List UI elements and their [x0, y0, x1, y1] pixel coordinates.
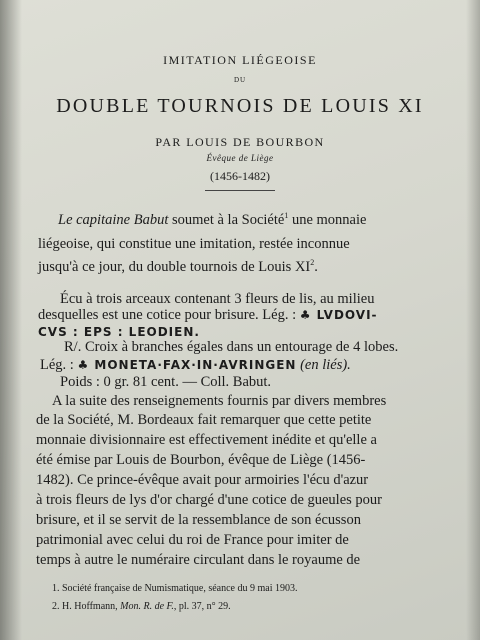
footnote-2-title: Mon. R. de F. — [120, 601, 174, 612]
article-author: PAR LOUIS DE BOURBON — [155, 135, 325, 149]
p2-line-2-text: desquelles est une cotice pour brisure. Lég. : — [38, 307, 300, 323]
p1-line-2: liégeoise, qui constitue une imitation, restée inconnue — [38, 236, 350, 252]
p3-line-5: 1482). Ce prince-évêque avait pour armoiries l'écu d'azur — [36, 472, 369, 488]
p3-line-1: A la suite des renseignements fournis par divers membres — [52, 393, 387, 409]
p2-line-4 — [64, 339, 398, 355]
footnote-1: 1. Société française de Numismatique, séance du 9 mai 1903. — [52, 583, 298, 594]
legend-note: (en liés). — [296, 357, 351, 373]
p2-line-1: Écu à trois arceaux contenant 3 fleurs de lis, au milieu — [60, 291, 375, 307]
captain-name: Le capitaine Babut — [58, 212, 169, 228]
article-dates: (1456-1482) — [210, 169, 270, 183]
p1-line-3-text: jusqu'à ce jour, du double tournois de Louis XI — [38, 259, 311, 275]
p1-line-3 — [38, 259, 318, 275]
p1-line-1-end: une monnaie — [288, 212, 367, 228]
footnote-2 — [52, 601, 231, 612]
p2-line-6: Poids : 0 gr. 81 cent. — Coll. Babut. — [60, 374, 272, 390]
p3-line-4: été émise par Louis de Bourbon, évêque de Liège (1456- — [36, 452, 366, 468]
article-du: DU — [233, 76, 247, 84]
p1-line-3-end: . — [314, 259, 318, 275]
legend-reverse: ♣ MONETA·FAX·IN·AVRINGEN — [77, 358, 297, 372]
p1-line-1 — [58, 212, 366, 228]
footnote-ref-2: 2 — [310, 258, 315, 268]
footnote-ref-1: 1 — [284, 211, 289, 221]
p1-line-1-text: soumet à la Société — [168, 212, 285, 228]
legend-obverse-1: ♣ LVDOVI- — [299, 308, 378, 322]
author-role: Évêque de Liège — [206, 153, 274, 163]
p3-line-8: patrimonial avec celui du roi de France pour imiter de — [36, 532, 349, 548]
reverse-mark: R/. — [64, 339, 82, 355]
p2-line-3 — [38, 324, 200, 340]
p2-line-5 — [40, 357, 351, 373]
p3-line-6: à trois fleurs de lys d'or chargé d'une cotice de gueules pour — [36, 492, 382, 508]
article-kicker: IMITATION LIÉGEOISE — [163, 53, 317, 67]
p3-line-3: monnaie divisionnaire est effectivement inédite et qu'elle a — [36, 432, 377, 448]
p3-line-2: de la Société, M. Bordeaux fait remarquer que cette petite — [36, 412, 372, 428]
p3-line-9: temps à autre le numéraire circulant dans le royaume de — [36, 552, 361, 568]
footnote-2-end: , pl. 37, n° 29. — [173, 601, 231, 612]
title-rule — [205, 190, 275, 191]
p2-line-2 — [38, 307, 378, 323]
legend-obverse-2: CVS : EPS : LEODIEN. — [38, 325, 200, 339]
p2-line-5-text: Lég. : — [40, 357, 78, 373]
article-title: DOUBLE TOURNOIS DE LOUIS XI — [56, 95, 424, 117]
p2-line-4-text: Croix à branches égales dans un entourage de 4 lobes. — [81, 339, 399, 355]
p3-line-7: brisure, et il se servit de la ressemblance de son écusson — [36, 512, 361, 528]
footnote-2-text: 2. H. Hoffmann, — [52, 601, 121, 612]
